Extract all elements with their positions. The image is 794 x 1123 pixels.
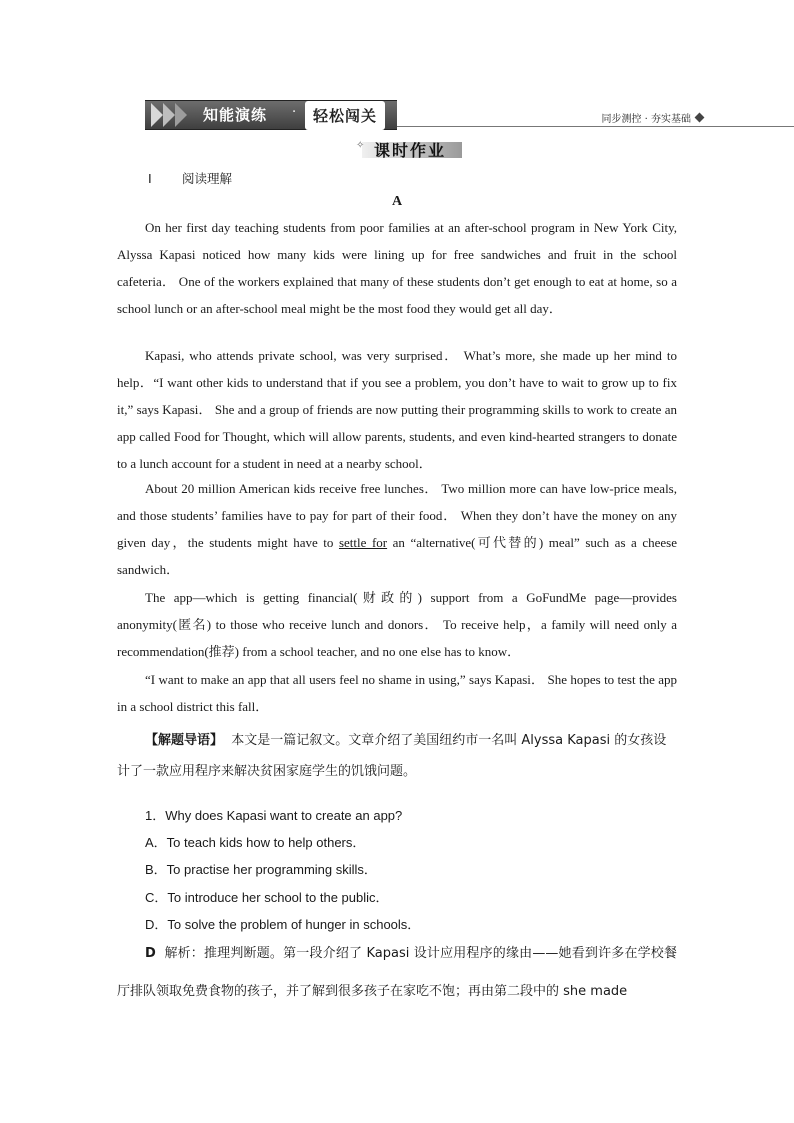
- passage-paragraph-1: On her first day teaching students from poor families at an after-school program in New York City, Alyssa Kapasi noticed how many kids were lining up for free sandwiches and fruit in the school cafeteria． One of the workers explained that many of these students don’t get enough to eat at home, so a school lunch or an after-school meal might be the most food they would get all day．: [117, 220, 677, 316]
- passage-label: A: [391, 194, 403, 209]
- section-heading: [148, 169, 232, 187]
- option-b: B．To practise her programming skills．: [145, 862, 377, 877]
- guide-block: [117, 725, 677, 787]
- paragraph-3-text-b: an “alternative(可代替的) meal” such as a cheese sandwich．: [117, 535, 678, 577]
- underlined-phrase: settle for: [338, 535, 388, 550]
- chevron-right-icon: [163, 103, 175, 127]
- answer-key: D: [145, 946, 156, 961]
- paragraph-3-text-a: About 20 million American kids receive free lunches． Two million more can have low-price meals, and those students’ families have to pay for part of their food． When they don’t have the money on any given day，the students might have to: [117, 481, 677, 550]
- option-a: A．To teach kids how to help others．: [145, 835, 366, 850]
- banner-title-right: 轻松闯关: [305, 101, 385, 130]
- chevron-right-icon: [175, 103, 187, 127]
- section-title: 阅读理解: [182, 171, 233, 186]
- sparkle-icon: ✧: [356, 140, 365, 151]
- page-subtitle: 课时作业: [374, 141, 447, 160]
- header-banner: [145, 100, 705, 130]
- chevron-right-icon: [151, 103, 163, 127]
- question-stem: 1．Why does Kapasi want to create an app?: [145, 808, 403, 823]
- banner-bar: [145, 100, 397, 130]
- option-d: D．To solve the problem of hunger in schools．: [145, 917, 421, 932]
- guide-text: 本文是一篇记叙文。文章介绍了美国纽约市一名叫 Alyssa Kapasi 的女孩设计了一款应用程序来解决贫困家庭学生的饥饿问题。: [117, 733, 667, 779]
- banner-right-text: 同步测控 · 夯实基础: [601, 114, 691, 125]
- answer-text: 推理判断题。第一段介绍了 Kapasi 设计应用程序的缘由——她看到许多在学校餐厅排队领取免费食物的孩子，并了解到很多孩子在家吃不饱；再由第二段中的 she made: [117, 946, 677, 999]
- answer-block: [117, 935, 677, 1011]
- passage-paragraph-4: The app—which is getting financial(财政的) support from a GoFundMe page—provides anonymity(匿名) to those who receive lunch and donors． To receive help，a family will need only a recommendation(推荐) from a school teacher, and no one else has to know．: [117, 590, 677, 659]
- answer-label: 解析：: [164, 946, 204, 961]
- option-c: C．To introduce her school to the public．: [145, 890, 389, 905]
- diamond-icon: [695, 113, 705, 123]
- passage-paragraph-5: “I want to make an app that all users feel no shame in using,” says Kapasi． She hopes to test the app in a school district this fall．: [117, 672, 677, 714]
- banner-separator: ·: [292, 105, 297, 120]
- section-number: Ⅰ: [148, 171, 152, 186]
- passage-paragraph-2: Kapasi, who attends private school, was very surprised． What’s more, she made up her mind to help．“I want other kids to understand that if you see a problem, you don’t have to wait to grow up to fix it,” says Kapasi． She and a group of friends are now putting their programming skills to work to create an app called Food for Thought, which will allow parents, students, and even kind-hearted strangers to donate to a lunch account for a student in need at a nearby school．: [117, 348, 677, 471]
- subtitle-block: [356, 138, 466, 160]
- banner-title-left: 知能演练: [203, 106, 268, 124]
- banner-rule: [397, 126, 794, 127]
- guide-label: 【解题导语】: [145, 733, 224, 748]
- passage-paragraph-3: [117, 475, 677, 583]
